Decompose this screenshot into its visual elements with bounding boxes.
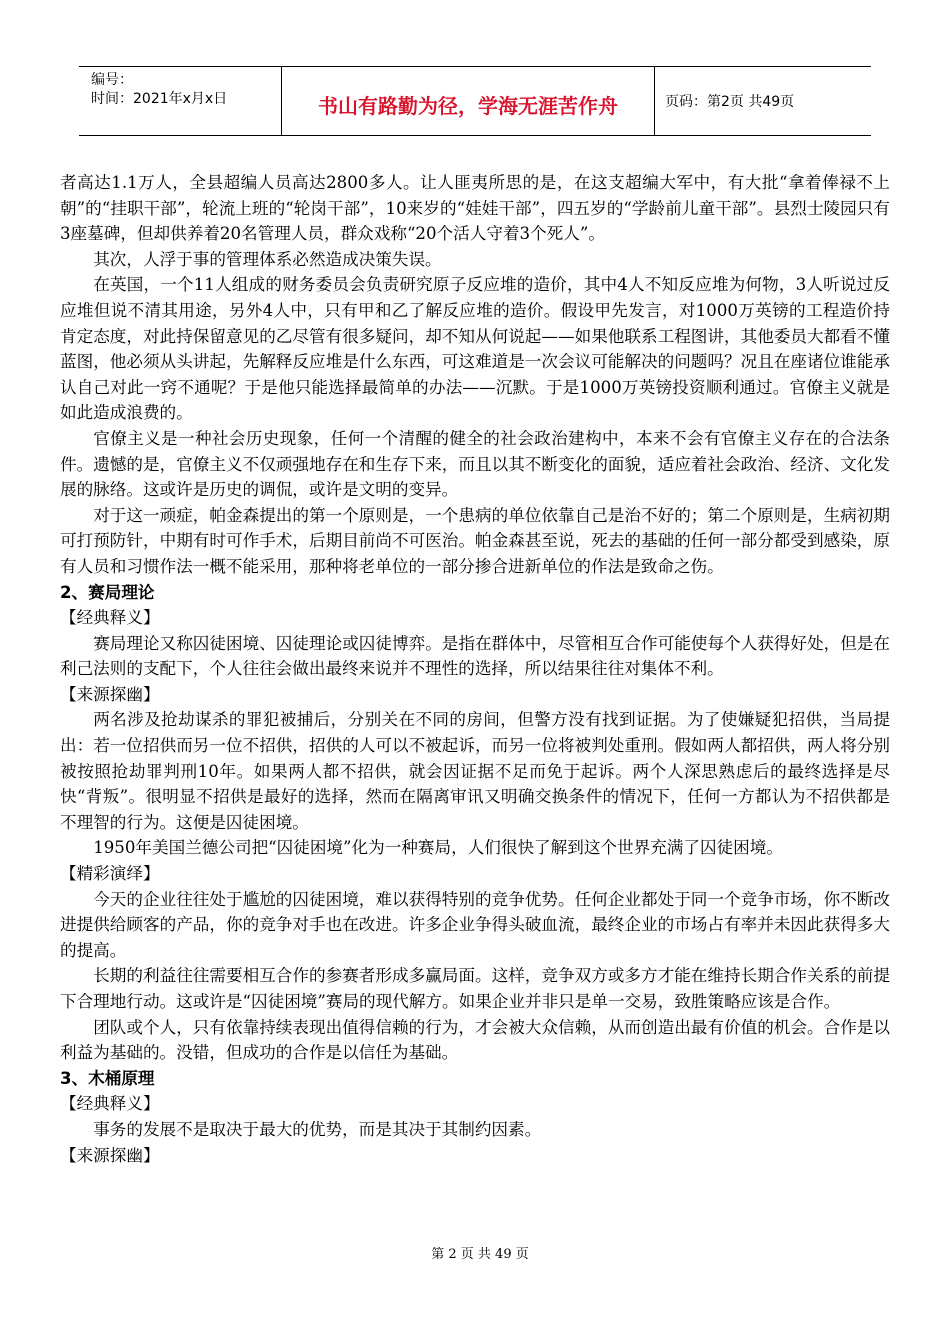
subsection-tag: 【经典释义】 — [60, 1094, 160, 1114]
header-motto: 书山有路勤为径，学海无涯苦作舟 — [282, 67, 655, 135]
document-number-label: 编号： — [91, 72, 133, 88]
subsection-tag: 【来源探幽】 — [60, 684, 160, 704]
section-heading: 3、木桶原理 — [60, 1068, 155, 1088]
document-date-label: 时间：2021年x月x日 — [91, 91, 228, 107]
page-footer: 第 2 页 共 49 页 — [431, 1247, 529, 1262]
paragraph: 官僚主义是一种社会历史现象，任何一个清醒的健全的社会政治建构中，本来不会有官僚主义存在的合法条件。遗憾的是，官僚主义不仅顽强地存在和生存下来，而且以其不断变化的面貌，适应着社会政治、经济、文化发展的脉络。这或许是历史的调侃，或许是文明的变异。 — [60, 428, 890, 500]
paragraph: 1950年美国兰德公司把“囚徒困境”化为一种赛局，人们很快了解到这个世界充满了囚徒困境。 — [93, 838, 783, 858]
header-page-info: 页码：第2页 共49页 — [665, 94, 795, 110]
header-meta — [79, 67, 282, 135]
subsection-tag: 【精彩演绎】 — [60, 864, 160, 884]
paragraph: 赛局理论又称囚徒困境、囚徒理论或囚徒博弈。是指在群体中，尽管相互合作可能使每个人获得好处，但是在利己法则的支配下，个人往往会做出最终来说并不理性的选择，所以结果往往对集体不利。 — [60, 633, 890, 679]
section-heading: 2、赛局理论 — [60, 582, 155, 602]
paragraph: 长期的利益往往需要相互合作的参赛者形成多赢局面。这样，竞争双方或多方才能在维持长期合作关系的前提下合理地行动。这或许是“囚徒困境”赛局的现代解方。如果企业并非只是单一交易，致胜策略应该是合作。 — [60, 966, 890, 1011]
paragraph: 对于这一顽症，帕金森提出的第一个原则是，一个患病的单位依靠自己是治不好的；第二个原则是，生病初期可打预防针，中期有时可作手术，后期目前尚不可医治。帕金森甚至说，死去的基础的任何一部分都受到感染，原有人员和习惯作法一概不能采用，那种将老单位的一部分掺合进新单位的作法是致命之伤。 — [60, 505, 890, 576]
paragraph: 在英国，一个11人组成的财务委员会负责研究原子反应堆的造价，其中4人不知反应堆为何物，3人听说过反应堆但说不清其用途，另外4人中，只有甲和乙了解反应堆的造价。假设甲先发言，对1000万英镑的工程造价持肯定态度，对此持保留意见的乙尽管有很多疑问，却不知从何说起——如果他联系工程图讲，其他委员大都看不懂蓝图，他必须从头讲起，先解释反应堆是什么东西，可这难道是一次会议可能解决的问题吗？况且在座诸位谁能承认自己对此一窍不通呢？于是他只能选择最简单的办法——沉默。于是1000万英镑投资顺利通过。官僚主义就是如此造成浪费的。 — [60, 275, 890, 423]
paragraph: 其次，人浮于事的管理体系必然造成决策失误。 — [93, 249, 442, 269]
paragraph: 事务的发展不是取决于最大的优势，而是其决于其制约因素。 — [93, 1119, 542, 1139]
subsection-tag: 【来源探幽】 — [60, 1145, 160, 1165]
page-header — [79, 66, 871, 136]
document-body — [60, 170, 890, 1168]
paragraph: 者高达1.1万人，全县超编人员高达2800多人。让人匪夷所思的是，在这支超编大军中，有大批“拿着俸禄不上朝”的“挂职干部”，轮流上班的“轮岗干部”，10来岁的“娃娃干部”，四五岁的“学龄前儿童干部”。县烈士陵园只有3座墓碑，但却供养着20名管理人员，群众戏称“20个活人守着3个死人”。 — [60, 173, 890, 244]
paragraph: 今天的企业往往处于尴尬的囚徒困境，难以获得特别的竞争优势。任何企业都处于同一个竞争市场，你不断改进提供给顾客的产品，你的竞争对手也在改进。许多企业争得头破血流，最终企业的市场占有率并未因此获得多大的提高。 — [60, 889, 890, 960]
paragraph: 团队或个人，只有依靠持续表现出值得信赖的行为，才会被大众信赖，从而创造出最有价值的机会。合作是以利益为基础的。没错，但成功的合作是以信任为基础。 — [60, 1017, 890, 1063]
paragraph: 两名涉及抢劫谋杀的罪犯被捕后，分别关在不同的房间，但警方没有找到证据。为了使嫌疑犯招供，当局提出：若一位招供而另一位不招供，招供的人可以不被起诉，而另一位将被判处重刑。假如两人都招供，两人将分别被按照抢劫罪判刑10年。如果两人都不招供，就会因证据不足而免于起诉。两个人深思熟虑后的最终选择是尽快“背叛”。很明显不招供是最好的选择，然而在隔离审讯又明确交换条件的情况下，任何一方都认为不招供都是不理智的行为。这便是囚徒困境。 — [60, 710, 890, 832]
subsection-tag: 【经典释义】 — [60, 608, 160, 628]
